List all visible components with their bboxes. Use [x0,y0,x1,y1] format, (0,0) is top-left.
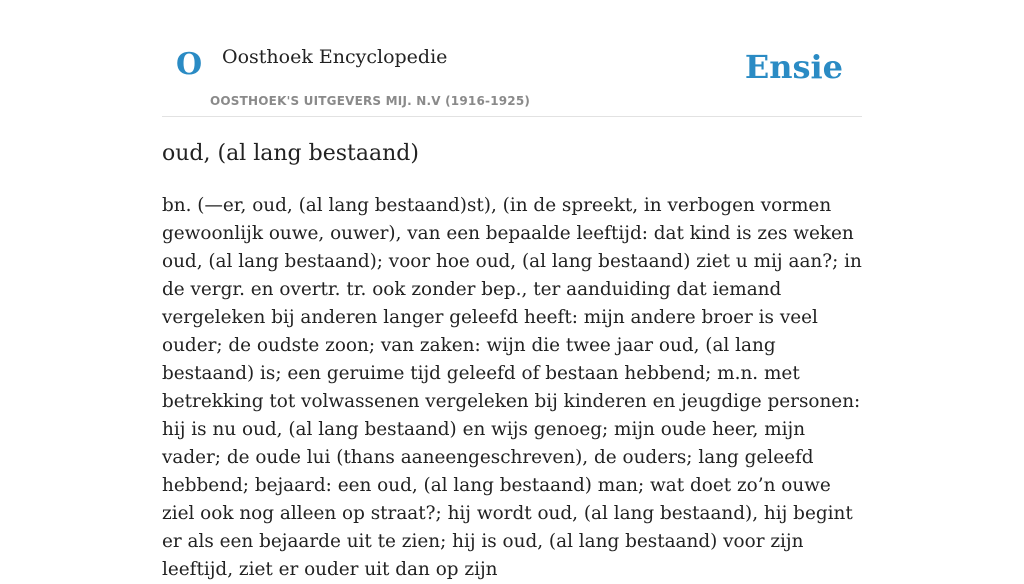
section-letter[interactable]: O [176,47,203,82]
entry-body: bn. (—er, oud, (al lang bestaand)st), (in de spreekt, in verbogen vormen gewoonlijk ouwe, ouwer), van een bepaalde leeftijd: dat kind is zes weken oud, (al lang bestaand); voor hoe oud, (al lang bestaand) ziet u mij aan?; in de vergr. en overtr. tr. ook zonder bep., ter aanduiding dat iemand vergeleken bij anderen langer geleefd heeft: mijn andere broer is veel ouder; de oudste zoon; van zaken: wijn die twee jaar oud, (al lang bestaand) is; een geruime tijd geleefd of bestaan hebbend; m.n. met betrekking tot volwassenen vergeleken bij kinderen en jeugdige personen: hij is nu oud, (al lang bestaand) en wijs genoeg; mijn oude heer, mijn vader; de oude lui (thans aaneengeschreven), de ouders; lang geleefd hebbend; bejaard: een oud, (al lang bestaand) man; wat doet zo’n ouwe ziel ook nog alleen op straat?; hij wordt oud, (al lang bestaand), hij begint er als een bejaarde uit te zien; hij is oud, (al lang bestaand) voor zijn leeftijd, ziet er ouder uit dan op zijn [162,195,862,580]
brand-logo[interactable]: Ensie [744,48,843,86]
site-header [162,0,862,117]
site-title[interactable]: Oosthoek Encyclopedie [222,46,448,68]
publisher-label: OOSTHOEK'S UITGEVERS MIJ. N.V (1916-1925) [210,94,531,108]
entry-title: oud, (al lang bestaand) [162,141,419,166]
